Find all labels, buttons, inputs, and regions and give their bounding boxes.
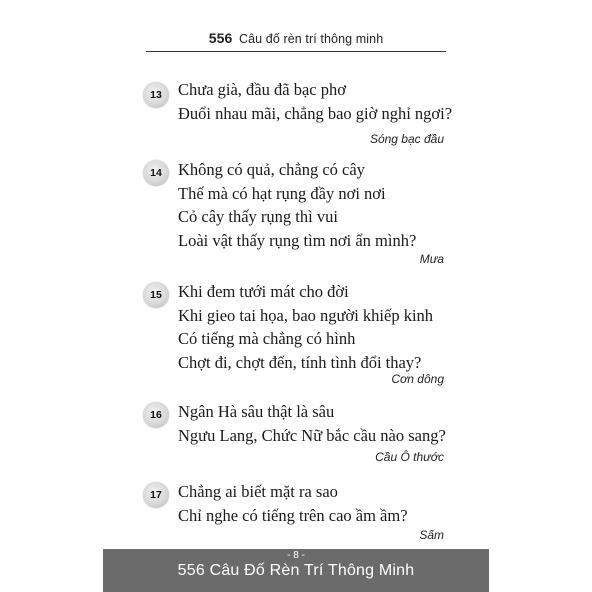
riddle-answer: Cơn dông	[391, 372, 444, 386]
riddle-answer: Mưa	[419, 252, 444, 266]
riddle-line: Chỉ nghe có tiếng trên cao ầm ầm?	[178, 505, 408, 525]
riddle-line: Ngân Hà sâu thật là sâu	[178, 402, 335, 421]
riddle-line: Chợt đi, chợt đến, tính tình đổi thay?	[178, 352, 422, 372]
page-number: - 8 -	[287, 550, 305, 561]
riddle-text	[178, 78, 478, 125]
riddle-line: Loài vật thấy rụng tìm nơi ẩn mình?	[178, 230, 417, 250]
footer-title: 556 Câu Đố Rèn Trí Thông Minh	[177, 562, 415, 579]
riddle-line: Chưa già, đầu đã bạc phơ	[178, 80, 346, 99]
riddle-line: Chẳng ai biết mặt ra sao	[178, 482, 338, 501]
riddle-line: Ngưu Lang, Chức Nữ bắc cầu nào sang?	[178, 425, 446, 445]
header-number: 556	[208, 30, 233, 46]
riddle-answer: Sóng bạc đầu	[369, 132, 444, 146]
riddle-line: Thế mà có hạt rụng đầy nơi nơi	[178, 183, 386, 203]
header-divider	[146, 51, 446, 52]
riddle-line: Khi gieo tai họa, bao người khiếp kinh	[178, 305, 434, 325]
running-header	[0, 30, 592, 46]
riddle-number-badge: 14	[143, 160, 169, 186]
riddle-line: Có tiếng mà chẳng có hình	[178, 329, 356, 348]
riddle-text	[178, 158, 478, 252]
riddle-number-badge: 15	[143, 282, 169, 308]
riddle-text	[178, 280, 478, 374]
footer-banner	[103, 549, 489, 592]
riddle-answer: Sấm	[419, 528, 444, 542]
riddle-number-badge: 16	[143, 402, 169, 428]
riddle-line: Khi đem tưới mát cho đời	[178, 282, 349, 301]
riddle-line: Đuổi nhau mãi, chẳng bao giờ nghỉ ngơi?	[178, 103, 453, 123]
riddle-line: Không có quả, chẳng có cây	[178, 160, 365, 179]
riddle-line: Cỏ cây thấy rụng thì vui	[178, 207, 338, 226]
riddle-answer: Cầu Ô thước	[375, 450, 444, 464]
riddle-number-badge: 17	[143, 482, 169, 508]
riddle-number-badge: 13	[143, 82, 169, 108]
riddle-text	[178, 400, 478, 447]
header-title: Câu đố rèn trí thông minh	[239, 32, 384, 46]
riddle-text	[178, 480, 478, 527]
